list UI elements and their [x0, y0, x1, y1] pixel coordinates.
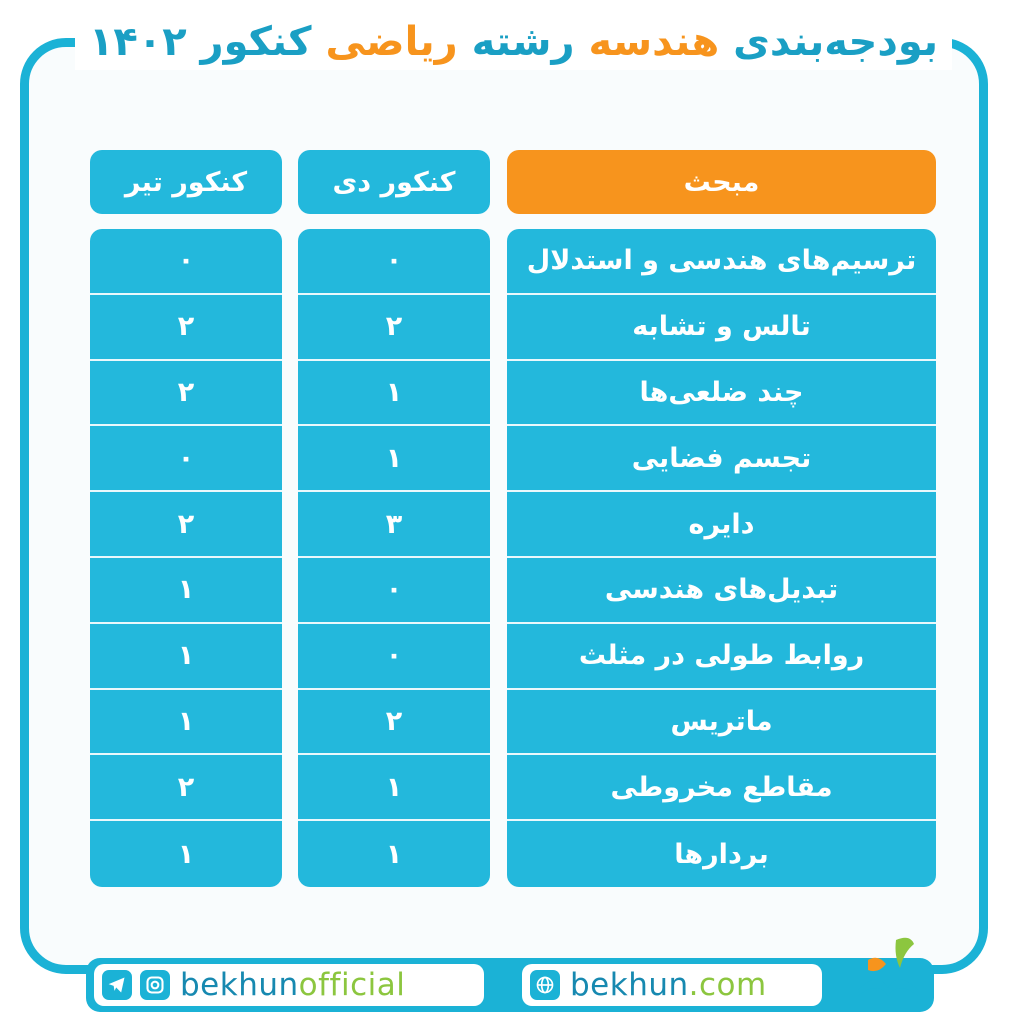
dey-count-cell: ۳ [298, 492, 490, 558]
dey-count-cell: ۱ [298, 361, 490, 427]
konkur-tir-column [90, 229, 282, 887]
telegram-icon[interactable] [102, 970, 132, 1000]
topic-column [507, 229, 936, 887]
title-field: رشته [471, 19, 575, 65]
page-title [75, 14, 952, 70]
topic-cell: مقاطع مخروطی [507, 755, 936, 821]
header-konkur-tir: کنکور تیر [90, 150, 282, 214]
tir-count-cell: ۰ [90, 426, 282, 492]
tir-count-cell: ۱ [177, 838, 195, 870]
instagram-icon[interactable] [140, 970, 170, 1000]
dey-count-cell: ۰ [298, 624, 490, 690]
topic-cell: بردارها [674, 838, 769, 870]
title-budget: بودجه‌بندی [733, 19, 938, 65]
topic-cell: چند ضلعی‌ها [507, 361, 936, 427]
dey-count-cell: ۱ [298, 755, 490, 821]
tir-count-cell: ۲ [90, 755, 282, 821]
topic-cell: تبدیل‌های هندسی [507, 558, 936, 624]
topic-cell: تجسم فضایی [507, 426, 936, 492]
social-handle-text[interactable] [180, 967, 405, 1003]
website-part1: bekhun [570, 967, 689, 1003]
dey-count-cell: ۲ [298, 295, 490, 361]
title-konkur-year: کنکور ۱۴۰۲ [88, 19, 312, 65]
globe-icon [530, 970, 560, 1000]
topic-cell: ماتریس [507, 690, 936, 756]
social-handle-part1: bekhun [180, 967, 299, 1003]
topic-cell: تالس و تشابه [507, 295, 936, 361]
title-geometry: هندسه [588, 19, 720, 65]
social-handle-pill[interactable] [94, 964, 484, 1006]
tir-count-cell: ۱ [90, 624, 282, 690]
konkur-dey-column [298, 229, 490, 887]
topic-cell: ترسیم‌های هندسی و استدلال [507, 229, 936, 295]
website-part2: .com [688, 967, 767, 1003]
dey-count-cell: ۱ [298, 426, 490, 492]
dey-count-cell: ۰ [298, 558, 490, 624]
website-text[interactable] [570, 967, 767, 1003]
website-pill[interactable] [522, 964, 822, 1006]
dey-count-cell: ۱ [385, 838, 403, 870]
tir-count-cell: ۲ [90, 492, 282, 558]
topic-cell: روابط طولی در مثلث [507, 624, 936, 690]
tir-count-cell: ۲ [90, 295, 282, 361]
header-topic: مبحث [507, 150, 936, 214]
tir-count-cell: ۱ [90, 690, 282, 756]
header-konkur-dey: کنکور دی [298, 150, 490, 214]
social-handle-part2: official [298, 967, 406, 1003]
bekhun-logo [848, 930, 928, 1010]
dey-count-cell: ۲ [298, 690, 490, 756]
tir-count-cell: ۱ [90, 558, 282, 624]
footer-bar [86, 958, 934, 1012]
title-math: ریاضی [325, 19, 458, 65]
topic-cell: دایره [507, 492, 936, 558]
dey-count-cell: ۰ [298, 229, 490, 295]
tir-count-cell: ۰ [90, 229, 282, 295]
tir-count-cell: ۲ [90, 361, 282, 427]
